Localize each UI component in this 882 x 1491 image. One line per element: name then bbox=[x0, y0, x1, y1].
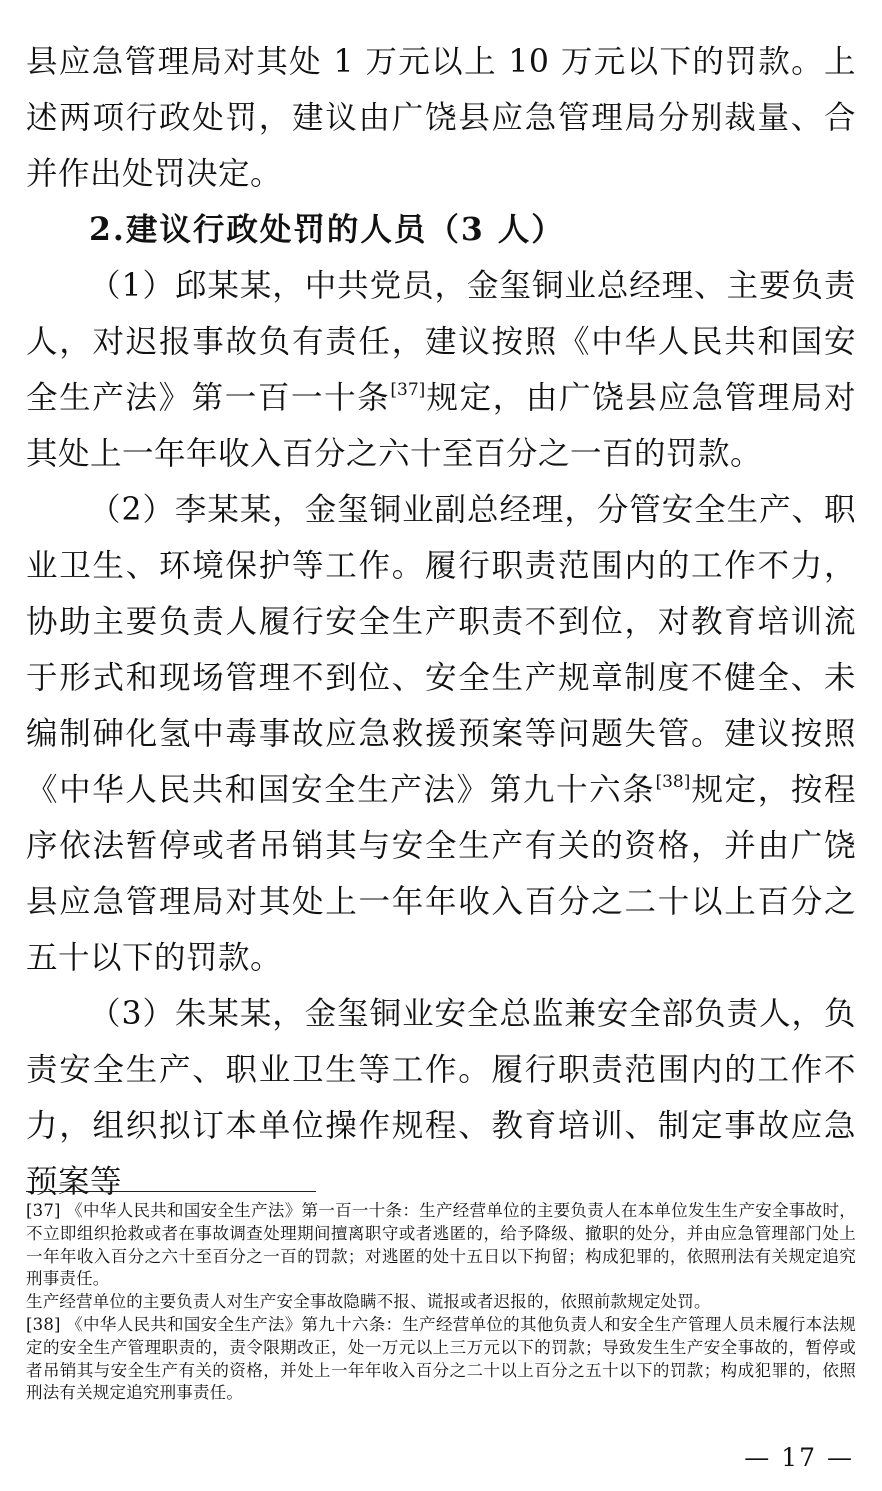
person-2-text: （2）李某某，金玺铜业副总经理，分管安全生产、职业卫生、环境保护等工作。履行职责范围内的工作不力，协助主要负责人履行安全生产职责不到位，对教育培训流于形式和现场管理不到位、安全生产规章制度不健全、未编制砷化氢中毒事故应急救援预案等问题失管。建议按照《中华人民共和国安全生产法》第九十六条 bbox=[26, 492, 856, 808]
paragraph-penalty-summary: 县应急管理局对其处 1 万元以上 10 万元以下的罚款。上述两项行政处罚，建议由广饶县应急管理局分别裁量、合并作出处罚决定。 bbox=[26, 44, 856, 192]
footnote-38: [38] 《中华人民共和国安全生产法》第九十六条：生产经营单位的其他负责人和安全生产管理人员未履行本法规定的安全生产管理职责的，责令限期改正，处一万元以上三万元以下的罚款；导致发生生产安全事故的，暂停或者吊销其与安全生产有关的资格，并处上一年年收入百分之二十以上百分之五十以下的罚款；构成犯罪的，依照刑法有关规定追究刑事责任。 bbox=[26, 1314, 856, 1403]
footnote-37: [37] 《中华人民共和国安全生产法》第一百一十条：生产经营单位的主要负责人在本单位发生生产安全事故时，不立即组织抢救或者在事故调查处理期间擅离职守或者逃匿的，给予降级、撤职的处分，并由应急管理部门处上一年年收入百分之六十至百分之一百的罚款；对逃匿的处十五日以下拘留；构成犯罪的，依照刑法有关规定追究刑事责任。 bbox=[26, 1201, 856, 1289]
citation-37[interactable]: [37] bbox=[390, 380, 426, 400]
person-2-text-cont: 规定，按程序依法暂停或者吊销其与安全生产有关的资格，并由广饶县应急管理局对其处上一年年收入百分之二十以上百分之五十以下的罚款。 bbox=[26, 772, 856, 976]
citation-38[interactable]: [38] bbox=[655, 772, 691, 792]
section-heading-personnel: 2.建议行政处罚的人员（3 人） bbox=[89, 211, 565, 248]
paragraph-person-1 bbox=[26, 258, 856, 482]
footnote-divider bbox=[26, 1191, 316, 1192]
paragraph-person-2 bbox=[26, 482, 856, 986]
person-1-text-cont: 规定，由广饶县应急管理局对其处上一年年收入百分之六十至百分之一百的罚款。 bbox=[26, 380, 856, 472]
page-number: — 17 — bbox=[744, 1443, 854, 1472]
body-text bbox=[26, 34, 856, 1210]
person-1-text: （1）邱某某，中共党员，金玺铜业总经理、主要负责人，对迟报事故负有责任，建议按照《中华人民共和国安全生产法》第一百一十条 bbox=[26, 268, 856, 416]
footnotes bbox=[26, 1200, 856, 1405]
paragraph-person-3: （3）朱某某，金玺铜业安全总监兼安全部负责人，负责安全生产、职业卫生等工作。履行职责范围内的工作不力，组织拟订本单位操作规程、教育培训、制定事故应急预案等 bbox=[26, 996, 856, 1200]
footnote-37-continuation: 生产经营单位的主要负责人对生产安全事故隐瞒不报、谎报或者迟报的，依照前款规定处罚。 bbox=[26, 1292, 711, 1312]
